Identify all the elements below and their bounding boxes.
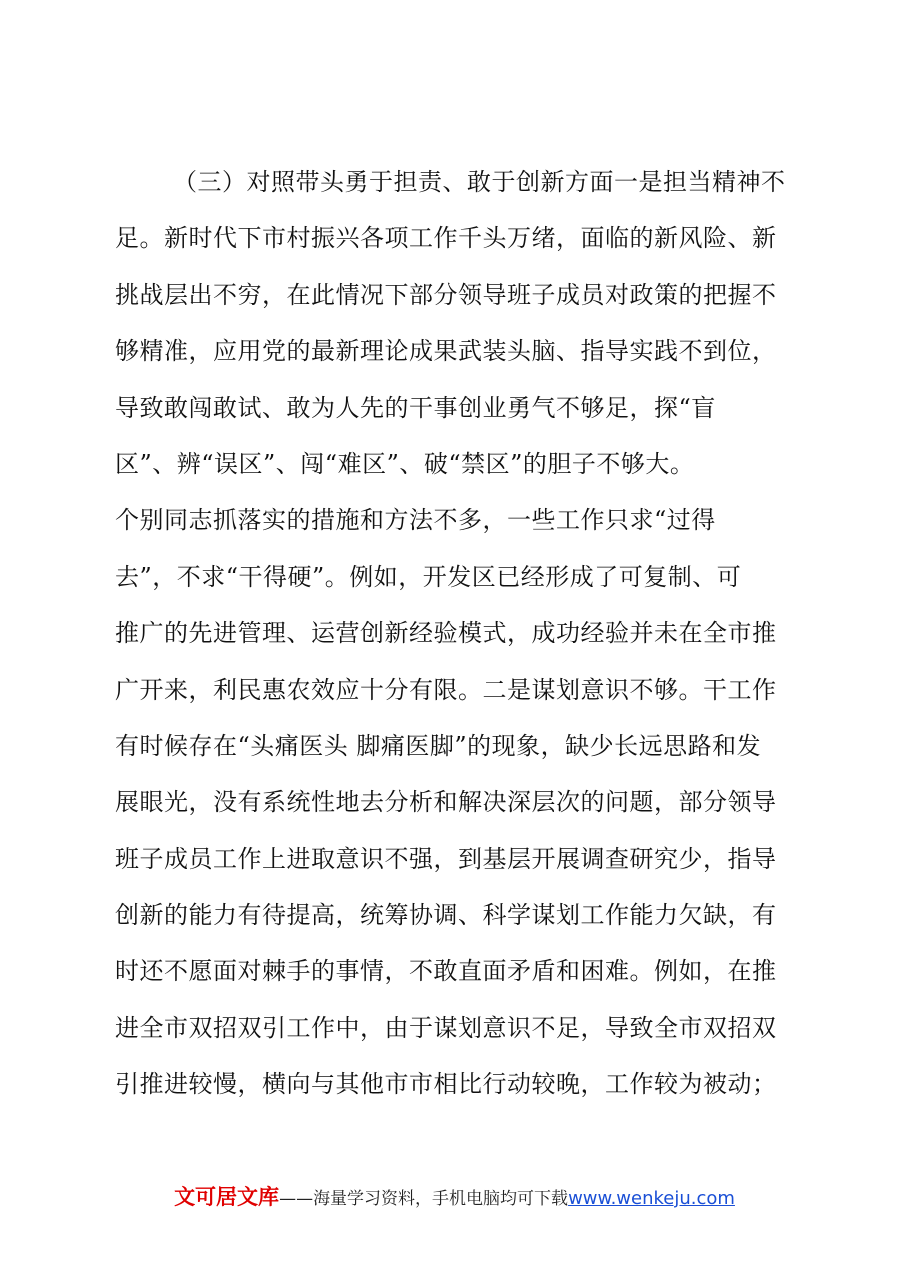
text-line: 推广的先进管理、运营创新经验模式，成功经验并未在全市推 (115, 619, 777, 648)
text-line: （三）对照带头勇于担责、敢于创新方面一是担当精神不 (173, 168, 786, 196)
text-line: 够精准，应用党的最新理论成果武装头脑、指导实践不到位， (115, 337, 777, 366)
footer-tagline: ——海量学习资料，手机电脑均可下载 (279, 1189, 569, 1209)
text-line: 班子成员工作上进取意识不强，到基层开展调查研究少，指导 (115, 844, 777, 873)
text-line: 时还不愿面对棘手的事情，不敢直面矛盾和困难。例如，在推 (115, 957, 777, 986)
text-line: 创新的能力有待提高，统筹协调、科学谋划工作能力欠缺，有 (115, 901, 777, 930)
text-line: 去”，不求“干得硬”。例如，开发区已经形成了可复制、可 (115, 562, 742, 591)
footer-brand: 文可居文库 (174, 1185, 280, 1209)
text-line: 挑战层出不穷，在此情况下部分领导班子成员对政策的把握不 (115, 280, 777, 309)
page-footer (0, 1181, 909, 1211)
text-line: 广开来，利民惠农效应十分有限。二是谋划意识不够。干工作 (115, 675, 777, 704)
text-line: 足。新时代下市村振兴各项工作千头万绪，面临的新风险、新 (115, 224, 777, 253)
text-line: 个别同志抓落实的措施和方法不多，一些工作只求“过得 (115, 506, 716, 535)
text-line: 区”、辨“误区”、闯“难区”、破“禁区”的胆子不够大。 (115, 449, 695, 478)
text-line: 导致敢闯敢试、敢为人先的干事创业勇气不够足，探“盲 (115, 393, 716, 422)
text-line: 展眼光，没有系统性地去分析和解决深层次的问题，部分领导 (115, 788, 777, 817)
footer-link[interactable]: www.wenkeju.com (568, 1188, 735, 1209)
text-line: 进全市双招双引工作中，由于谋划意识不足，导致全市双招双 (115, 1013, 777, 1042)
text-line: 有时候存在“头痛医头 脚痛医脚”的现象，缺少长远思路和发 (115, 731, 762, 760)
text-line: 引推进较慢，横向与其他市市相比行动较晚，工作较为被动； (115, 1070, 777, 1099)
body-paragraph (115, 162, 805, 1121)
